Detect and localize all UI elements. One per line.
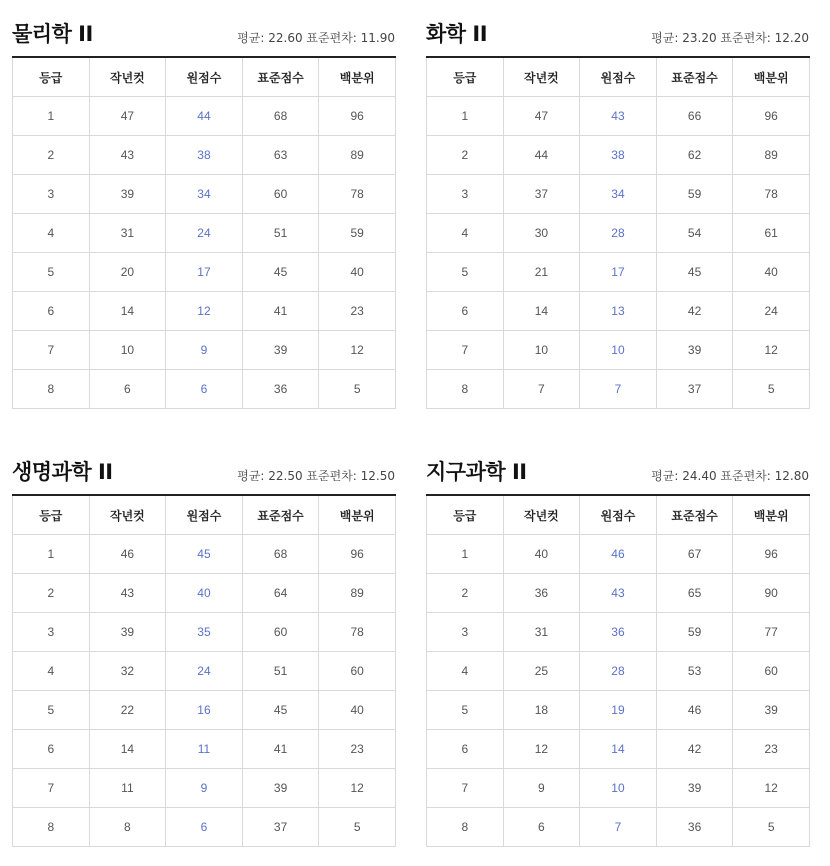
cell-percentile: 24 xyxy=(733,292,810,331)
table-row xyxy=(13,292,396,331)
cell-raw-score: 38 xyxy=(580,136,657,175)
panel-physics-2 xyxy=(12,0,395,409)
cell-standard-score: 54 xyxy=(656,214,733,253)
cell-percentile: 89 xyxy=(733,136,810,175)
cell-last-year-cut: 43 xyxy=(89,574,166,613)
cell-raw-score: 43 xyxy=(580,97,657,136)
table-row xyxy=(427,769,810,808)
cell-percentile: 40 xyxy=(319,253,396,292)
cell-raw-score: 10 xyxy=(580,331,657,370)
table-row xyxy=(427,136,810,175)
cell-raw-score: 44 xyxy=(166,97,243,136)
cell-last-year-cut: 21 xyxy=(503,253,580,292)
cell-percentile: 12 xyxy=(319,769,396,808)
cell-standard-score: 39 xyxy=(242,769,319,808)
cell-last-year-cut: 14 xyxy=(503,292,580,331)
cell-percentile: 5 xyxy=(319,808,396,847)
panel-life-science-2 xyxy=(12,438,395,847)
cell-standard-score: 46 xyxy=(656,691,733,730)
cell-raw-score: 24 xyxy=(166,214,243,253)
table-header-row xyxy=(13,57,396,97)
cell-grade: 4 xyxy=(427,214,504,253)
panel-title: 화학 II xyxy=(426,22,488,46)
column-header-last-year-cut: 작년컷 xyxy=(89,57,166,97)
grade-table xyxy=(426,56,810,409)
column-header-standard-score: 표준점수 xyxy=(242,495,319,535)
panel-stats: 평균: 24.40 표준편차: 12.80 xyxy=(651,469,809,483)
panel-earth-science-2 xyxy=(426,438,809,847)
cell-standard-score: 66 xyxy=(656,97,733,136)
cell-standard-score: 39 xyxy=(656,769,733,808)
cell-grade: 1 xyxy=(427,535,504,574)
cell-last-year-cut: 22 xyxy=(89,691,166,730)
table-row xyxy=(13,214,396,253)
table-header-row xyxy=(427,57,810,97)
cell-standard-score: 51 xyxy=(242,652,319,691)
cell-raw-score: 17 xyxy=(580,253,657,292)
cell-percentile: 23 xyxy=(319,292,396,331)
cell-last-year-cut: 11 xyxy=(89,769,166,808)
cell-last-year-cut: 46 xyxy=(89,535,166,574)
cell-raw-score: 28 xyxy=(580,214,657,253)
cell-grade: 6 xyxy=(13,730,90,769)
table-row xyxy=(427,652,810,691)
cell-percentile: 96 xyxy=(319,535,396,574)
cell-percentile: 23 xyxy=(733,730,810,769)
table-row xyxy=(13,613,396,652)
column-header-raw-score: 원점수 xyxy=(580,495,657,535)
cell-last-year-cut: 40 xyxy=(503,535,580,574)
table-row xyxy=(13,652,396,691)
column-header-last-year-cut: 작년컷 xyxy=(503,57,580,97)
cell-standard-score: 53 xyxy=(656,652,733,691)
cell-grade: 8 xyxy=(13,808,90,847)
cell-grade: 6 xyxy=(427,730,504,769)
cell-grade: 1 xyxy=(13,97,90,136)
cell-percentile: 78 xyxy=(319,613,396,652)
cell-raw-score: 34 xyxy=(166,175,243,214)
cell-last-year-cut: 20 xyxy=(89,253,166,292)
table-row xyxy=(427,331,810,370)
column-header-percentile: 백분위 xyxy=(319,495,396,535)
cell-last-year-cut: 43 xyxy=(89,136,166,175)
cell-raw-score: 11 xyxy=(166,730,243,769)
cell-grade: 6 xyxy=(13,292,90,331)
panel-title: 지구과학 II xyxy=(426,460,527,484)
cell-raw-score: 7 xyxy=(580,370,657,409)
cell-standard-score: 45 xyxy=(242,253,319,292)
cell-percentile: 89 xyxy=(319,574,396,613)
panel-header xyxy=(12,0,395,56)
cell-percentile: 12 xyxy=(733,331,810,370)
table-row xyxy=(13,730,396,769)
cell-percentile: 60 xyxy=(319,652,396,691)
cell-raw-score: 46 xyxy=(580,535,657,574)
cell-grade: 4 xyxy=(427,652,504,691)
table-row xyxy=(427,97,810,136)
cell-grade: 7 xyxy=(427,331,504,370)
cell-standard-score: 68 xyxy=(242,97,319,136)
grade-table xyxy=(12,494,396,847)
table-header-row xyxy=(13,495,396,535)
cell-raw-score: 43 xyxy=(580,574,657,613)
cell-grade: 2 xyxy=(427,574,504,613)
cell-grade: 4 xyxy=(13,652,90,691)
cell-grade: 2 xyxy=(13,136,90,175)
table-row xyxy=(13,97,396,136)
cell-standard-score: 42 xyxy=(656,292,733,331)
cell-standard-score: 37 xyxy=(242,808,319,847)
cell-standard-score: 41 xyxy=(242,292,319,331)
cell-last-year-cut: 36 xyxy=(503,574,580,613)
cell-grade: 4 xyxy=(13,214,90,253)
cell-raw-score: 14 xyxy=(580,730,657,769)
cell-standard-score: 60 xyxy=(242,175,319,214)
table-row xyxy=(427,808,810,847)
table-row xyxy=(13,691,396,730)
cell-percentile: 89 xyxy=(319,136,396,175)
cell-percentile: 39 xyxy=(733,691,810,730)
cell-percentile: 23 xyxy=(319,730,396,769)
table-row xyxy=(13,253,396,292)
cell-standard-score: 59 xyxy=(656,613,733,652)
cell-grade: 5 xyxy=(427,253,504,292)
cell-last-year-cut: 7 xyxy=(503,370,580,409)
table-row xyxy=(13,370,396,409)
cell-raw-score: 38 xyxy=(166,136,243,175)
cell-standard-score: 59 xyxy=(656,175,733,214)
column-header-grade: 등급 xyxy=(427,495,504,535)
cell-raw-score: 13 xyxy=(580,292,657,331)
cell-grade: 5 xyxy=(13,691,90,730)
cell-raw-score: 7 xyxy=(580,808,657,847)
cell-raw-score: 12 xyxy=(166,292,243,331)
cell-raw-score: 40 xyxy=(166,574,243,613)
cell-percentile: 12 xyxy=(733,769,810,808)
cell-last-year-cut: 32 xyxy=(89,652,166,691)
table-row xyxy=(427,175,810,214)
column-header-standard-score: 표준점수 xyxy=(656,495,733,535)
panel-title: 물리학 II xyxy=(12,22,93,46)
cell-raw-score: 45 xyxy=(166,535,243,574)
cell-last-year-cut: 31 xyxy=(503,613,580,652)
cell-grade: 1 xyxy=(13,535,90,574)
cell-last-year-cut: 12 xyxy=(503,730,580,769)
cell-standard-score: 63 xyxy=(242,136,319,175)
table-row xyxy=(13,175,396,214)
cell-grade: 8 xyxy=(427,808,504,847)
table-row xyxy=(427,535,810,574)
panel-stats: 평균: 22.50 표준편차: 12.50 xyxy=(237,469,395,483)
panel-header xyxy=(426,0,809,56)
cell-last-year-cut: 14 xyxy=(89,292,166,331)
panel-chemistry-2 xyxy=(426,0,809,409)
table-row xyxy=(427,574,810,613)
cell-standard-score: 36 xyxy=(656,808,733,847)
column-header-raw-score: 원점수 xyxy=(166,57,243,97)
cell-standard-score: 41 xyxy=(242,730,319,769)
cell-last-year-cut: 6 xyxy=(503,808,580,847)
cell-standard-score: 60 xyxy=(242,613,319,652)
column-header-percentile: 백분위 xyxy=(733,57,810,97)
cell-last-year-cut: 47 xyxy=(89,97,166,136)
cell-raw-score: 9 xyxy=(166,769,243,808)
cell-raw-score: 24 xyxy=(166,652,243,691)
cell-percentile: 61 xyxy=(733,214,810,253)
table-row xyxy=(427,292,810,331)
cell-grade: 2 xyxy=(427,136,504,175)
table-row xyxy=(13,331,396,370)
cell-standard-score: 45 xyxy=(242,691,319,730)
cell-grade: 5 xyxy=(427,691,504,730)
cell-raw-score: 6 xyxy=(166,370,243,409)
panel-stats: 평균: 22.60 표준편차: 11.90 xyxy=(237,31,395,45)
cell-grade: 8 xyxy=(427,370,504,409)
cell-raw-score: 34 xyxy=(580,175,657,214)
table-row xyxy=(427,370,810,409)
cell-percentile: 59 xyxy=(319,214,396,253)
cell-grade: 5 xyxy=(13,253,90,292)
table-row xyxy=(13,136,396,175)
table-row xyxy=(427,691,810,730)
cell-raw-score: 35 xyxy=(166,613,243,652)
cell-raw-score: 17 xyxy=(166,253,243,292)
cell-last-year-cut: 14 xyxy=(89,730,166,769)
cell-standard-score: 65 xyxy=(656,574,733,613)
column-header-last-year-cut: 작년컷 xyxy=(89,495,166,535)
table-row xyxy=(13,769,396,808)
cell-standard-score: 64 xyxy=(242,574,319,613)
panel-stats: 평균: 23.20 표준편차: 12.20 xyxy=(651,31,809,45)
cell-grade: 7 xyxy=(13,769,90,808)
cell-grade: 6 xyxy=(427,292,504,331)
cell-raw-score: 10 xyxy=(580,769,657,808)
column-header-standard-score: 표준점수 xyxy=(656,57,733,97)
cell-grade: 7 xyxy=(13,331,90,370)
cell-last-year-cut: 10 xyxy=(503,331,580,370)
cell-last-year-cut: 6 xyxy=(89,370,166,409)
cell-raw-score: 19 xyxy=(580,691,657,730)
cell-last-year-cut: 44 xyxy=(503,136,580,175)
cell-standard-score: 45 xyxy=(656,253,733,292)
column-header-raw-score: 원점수 xyxy=(166,495,243,535)
cell-grade: 8 xyxy=(13,370,90,409)
cell-percentile: 78 xyxy=(733,175,810,214)
cell-grade: 3 xyxy=(427,613,504,652)
column-header-percentile: 백분위 xyxy=(319,57,396,97)
cell-grade: 3 xyxy=(427,175,504,214)
cell-raw-score: 28 xyxy=(580,652,657,691)
cell-percentile: 40 xyxy=(319,691,396,730)
cell-percentile: 77 xyxy=(733,613,810,652)
cell-percentile: 96 xyxy=(733,97,810,136)
cell-last-year-cut: 25 xyxy=(503,652,580,691)
table-row xyxy=(13,535,396,574)
panel-header xyxy=(12,438,395,494)
cell-standard-score: 39 xyxy=(656,331,733,370)
cell-grade: 1 xyxy=(427,97,504,136)
cell-last-year-cut: 8 xyxy=(89,808,166,847)
column-header-grade: 등급 xyxy=(427,57,504,97)
cell-percentile: 60 xyxy=(733,652,810,691)
grade-table xyxy=(12,56,396,409)
cell-grade: 3 xyxy=(13,613,90,652)
cell-last-year-cut: 30 xyxy=(503,214,580,253)
cell-last-year-cut: 37 xyxy=(503,175,580,214)
column-header-grade: 등급 xyxy=(13,57,90,97)
table-row xyxy=(13,574,396,613)
cell-percentile: 78 xyxy=(319,175,396,214)
column-header-percentile: 백분위 xyxy=(733,495,810,535)
cell-raw-score: 16 xyxy=(166,691,243,730)
cell-last-year-cut: 18 xyxy=(503,691,580,730)
cell-raw-score: 9 xyxy=(166,331,243,370)
column-header-grade: 등급 xyxy=(13,495,90,535)
table-row xyxy=(427,613,810,652)
table-row xyxy=(427,253,810,292)
cell-standard-score: 62 xyxy=(656,136,733,175)
cell-standard-score: 39 xyxy=(242,331,319,370)
cell-standard-score: 68 xyxy=(242,535,319,574)
panel-title: 생명과학 II xyxy=(12,460,113,484)
column-header-standard-score: 표준점수 xyxy=(242,57,319,97)
cell-last-year-cut: 10 xyxy=(89,331,166,370)
cell-percentile: 40 xyxy=(733,253,810,292)
cell-standard-score: 36 xyxy=(242,370,319,409)
panel-header xyxy=(426,438,809,494)
cell-standard-score: 51 xyxy=(242,214,319,253)
cell-percentile: 96 xyxy=(319,97,396,136)
column-header-last-year-cut: 작년컷 xyxy=(503,495,580,535)
table-row xyxy=(427,730,810,769)
grade-table xyxy=(426,494,810,847)
cell-last-year-cut: 9 xyxy=(503,769,580,808)
cell-standard-score: 37 xyxy=(656,370,733,409)
column-header-raw-score: 원점수 xyxy=(580,57,657,97)
cell-percentile: 96 xyxy=(733,535,810,574)
cell-raw-score: 6 xyxy=(166,808,243,847)
cell-last-year-cut: 31 xyxy=(89,214,166,253)
cell-percentile: 5 xyxy=(319,370,396,409)
cell-percentile: 5 xyxy=(733,808,810,847)
cell-last-year-cut: 47 xyxy=(503,97,580,136)
cell-grade: 7 xyxy=(427,769,504,808)
table-row xyxy=(13,808,396,847)
cell-grade: 2 xyxy=(13,574,90,613)
cell-raw-score: 36 xyxy=(580,613,657,652)
table-header-row xyxy=(427,495,810,535)
cell-last-year-cut: 39 xyxy=(89,613,166,652)
cell-last-year-cut: 39 xyxy=(89,175,166,214)
cell-percentile: 5 xyxy=(733,370,810,409)
cell-standard-score: 67 xyxy=(656,535,733,574)
cell-percentile: 12 xyxy=(319,331,396,370)
cell-standard-score: 42 xyxy=(656,730,733,769)
cell-grade: 3 xyxy=(13,175,90,214)
cell-percentile: 90 xyxy=(733,574,810,613)
table-row xyxy=(427,214,810,253)
